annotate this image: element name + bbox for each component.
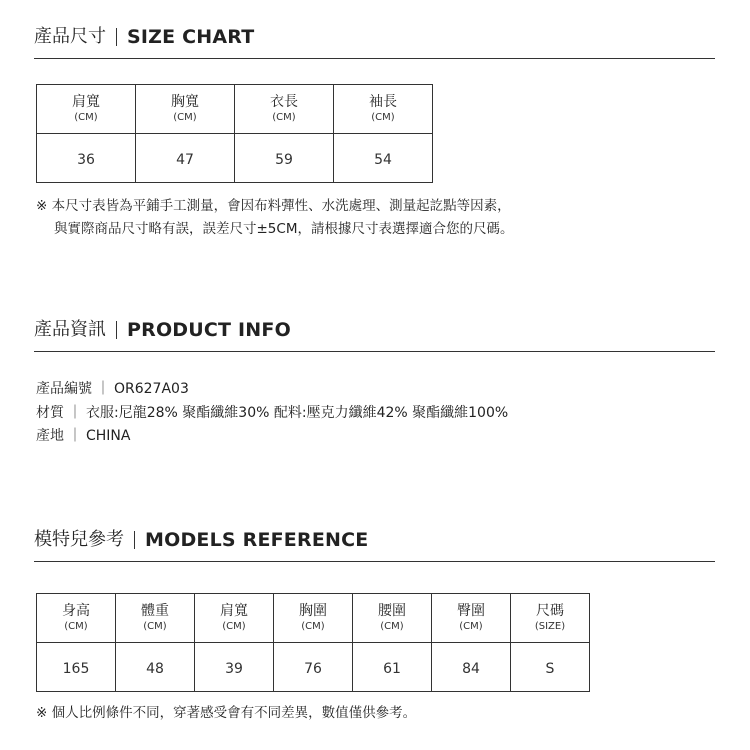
models-reference-title-en: MODELS REFERENCE <box>145 529 369 551</box>
cell-value: 36 <box>77 151 95 168</box>
info-value: CHINA <box>86 428 131 444</box>
column-label: 胸寬 <box>171 94 199 110</box>
product-info-title-zh: 產品資訊 <box>34 319 106 340</box>
table-header-cell <box>334 85 433 134</box>
table-cell <box>37 643 116 692</box>
column-unit: (CM) <box>380 621 404 632</box>
table-cell <box>511 643 590 692</box>
column-label: 肩寬 <box>72 94 100 110</box>
product-info-list <box>36 378 508 449</box>
models-reference-title-zh: 模特兒參考 <box>34 529 124 550</box>
header-divider <box>134 531 135 549</box>
column-unit: (CM) <box>272 112 296 123</box>
table-header-cell <box>136 85 235 134</box>
table-header-cell <box>37 594 116 643</box>
models-reference-table <box>36 593 590 692</box>
note-line: ※ 本尺寸表皆為平鋪手工測量，會因布料彈性、水洗處理、測量起訖點等因素， <box>36 198 511 214</box>
cell-value: 47 <box>176 151 194 168</box>
column-unit: (SIZE) <box>534 621 566 632</box>
table-cell <box>116 643 195 692</box>
column-unit: (CM) <box>459 621 483 632</box>
column-label: 胸圍 <box>299 603 327 619</box>
table-cell <box>195 643 274 692</box>
table-cell <box>274 643 353 692</box>
table-cell <box>235 134 334 183</box>
table-header-cell <box>195 594 274 643</box>
table-header-cell <box>511 594 590 643</box>
table-header-cell <box>37 85 136 134</box>
cell-value: 76 <box>304 660 322 677</box>
table-row <box>37 643 590 692</box>
column-label: 體重 <box>141 603 169 619</box>
table-row <box>37 134 433 183</box>
cell-value: 84 <box>462 660 480 677</box>
models-reference-header <box>34 529 715 562</box>
cell-value: 165 <box>62 660 90 677</box>
table-cell <box>37 134 136 183</box>
origin-line <box>36 425 508 449</box>
product-info-title-en: PRODUCT INFO <box>127 319 291 341</box>
size-chart-title-en: SIZE CHART <box>127 26 255 48</box>
product-info-header <box>34 319 715 352</box>
note-line: ※ 個人比例條件不同，穿著感受會有不同差異，數值僅供參考。 <box>36 705 417 721</box>
table-cell <box>136 134 235 183</box>
column-unit: (CM) <box>301 621 325 632</box>
header-divider <box>116 321 117 339</box>
info-separator: ｜ <box>96 381 110 397</box>
column-unit: (CM) <box>64 621 88 632</box>
info-value: OR627A03 <box>114 381 189 397</box>
size-chart-table <box>36 84 433 183</box>
table-cell <box>432 643 511 692</box>
info-separator: ｜ <box>68 428 82 444</box>
table-header-row <box>37 594 590 643</box>
column-label: 袖長 <box>369 94 397 110</box>
size-chart-title-zh: 產品尺寸 <box>34 26 106 47</box>
table-header-cell <box>116 594 195 643</box>
cell-value: 61 <box>383 660 401 677</box>
info-separator: ｜ <box>68 404 82 421</box>
column-unit: (CM) <box>222 621 246 632</box>
column-unit: (CM) <box>173 112 197 123</box>
column-label: 身高 <box>62 603 90 619</box>
cell-value: S <box>545 660 555 677</box>
column-label: 尺碼 <box>536 603 564 619</box>
cell-value: 48 <box>146 660 164 677</box>
column-label: 臀圍 <box>457 603 485 619</box>
cell-value: 59 <box>275 151 293 168</box>
header-divider <box>116 28 117 46</box>
models-reference-note <box>36 702 416 725</box>
table-header-cell <box>235 85 334 134</box>
info-label: 材質 <box>36 404 64 421</box>
table-cell <box>353 643 432 692</box>
info-value: 衣服:尼龍28% 聚酯纖維30% 配料:壓克力纖維42% 聚酯纖維100% <box>86 404 509 421</box>
note-line: 與實際商品尺寸略有誤，誤差尺寸±5CM，請根據尺寸表選擇適合您的尺碼。 <box>54 221 514 237</box>
column-label: 腰圍 <box>378 603 406 619</box>
material-line <box>36 402 508 426</box>
table-header-row <box>37 85 433 134</box>
column-unit: (CM) <box>371 112 395 123</box>
table-cell <box>334 134 433 183</box>
column-unit: (CM) <box>143 621 167 632</box>
table-header-cell <box>274 594 353 643</box>
table-header-cell <box>432 594 511 643</box>
column-unit: (CM) <box>74 112 98 123</box>
column-label: 衣長 <box>270 94 298 110</box>
size-chart-note <box>36 195 513 241</box>
product-code-line <box>36 378 508 402</box>
size-chart-header <box>34 26 715 59</box>
info-label: 產品編號 <box>36 381 92 397</box>
column-label: 肩寬 <box>220 603 248 619</box>
table-header-cell <box>353 594 432 643</box>
cell-value: 39 <box>225 660 243 677</box>
cell-value: 54 <box>374 151 392 168</box>
info-label: 產地 <box>36 428 64 444</box>
